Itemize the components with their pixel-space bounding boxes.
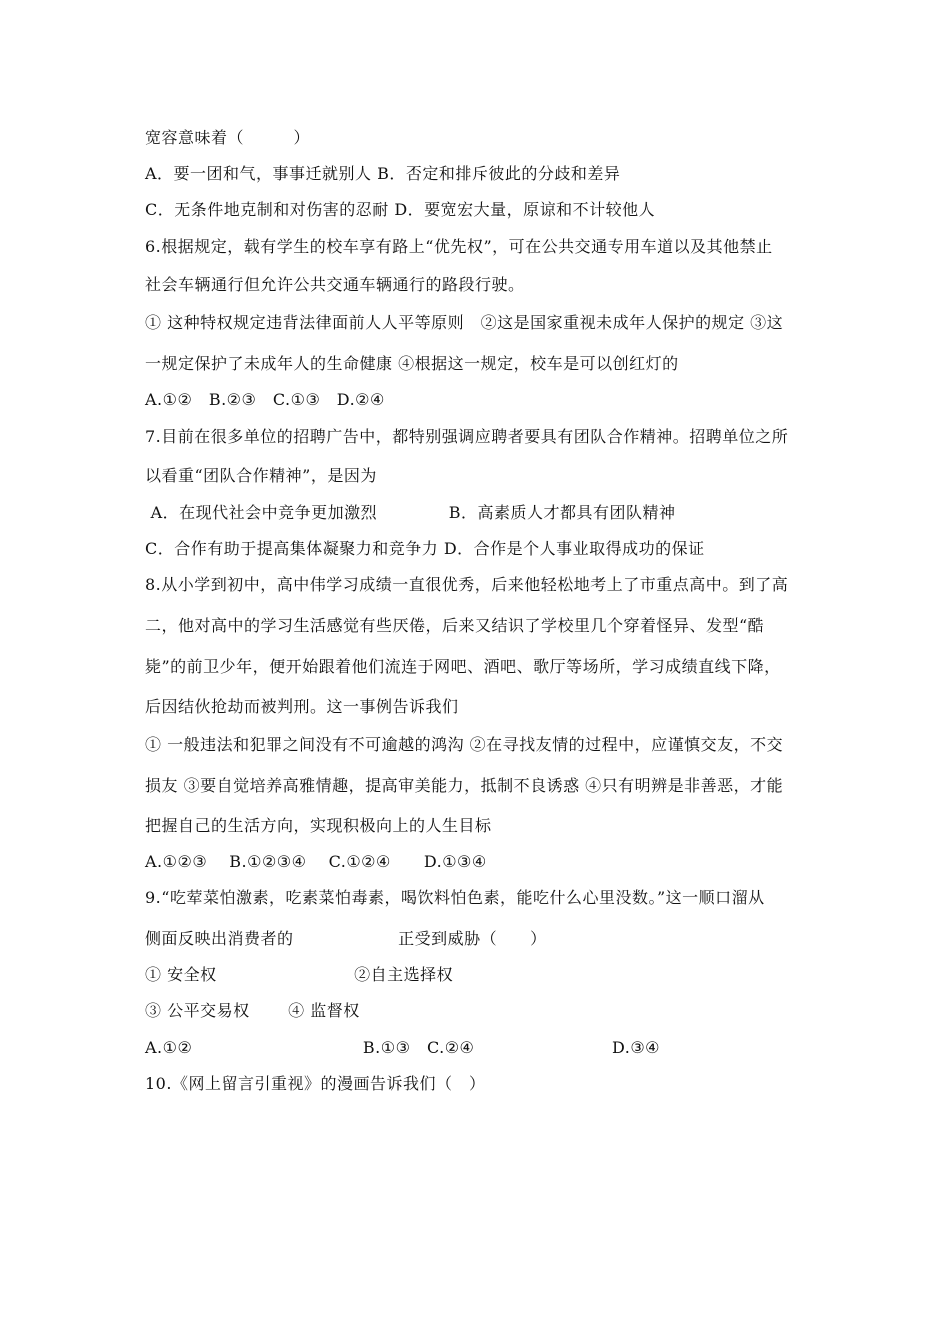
question-9-options: A.①② B.①③ C.②④ D.③④ <box>145 1038 661 1057</box>
question-8-stem-cont-1: 二，他对高中的学习生活感觉有些厌倦，后来又结识了学校里几个穿着怪异、发型“酷 <box>145 616 765 635</box>
question-9-statements-34: ③ 公平交易权 ④ 监督权 <box>145 1001 360 1020</box>
question-8-statements: ① 一般违法和犯罪之间没有不可逾越的鸿沟 ②在寻找友情的过程中，应谨慎交友，不交 <box>145 735 784 754</box>
question-9-stem-cont: 侧面反映出消费者的 正受到威胁（ ） <box>145 929 547 948</box>
question-5-options-ab: A．要一团和气，事事迁就别人 B．否定和排斥彼此的分歧和差异 <box>145 164 621 183</box>
question-5-options-cd: C．无条件地克制和对伤害的忍耐 D．要宽宏大量，原谅和不计较他人 <box>145 200 656 219</box>
question-8-statements-cont-2: 把握自己的生活方向，实现积极向上的人生目标 <box>145 816 492 835</box>
question-6-statements: ① 这种特权规定违背法律面前人人平等原则 ②这是国家重视未成年人保护的规定 ③这 <box>145 313 784 332</box>
question-8-stem-cont-2: 毙”的前卫少年，便开始跟着他们流连于网吧、酒吧、歌厅等场所，学习成绩直线下降， <box>145 657 781 676</box>
question-7-stem: 7.目前在很多单位的招聘广告中，都特别强调应聘者要具有团队合作精神。招聘单位之所 <box>145 427 789 446</box>
question-10-stem: 10.《网上留言引重视》的漫画告诉我们（ ） <box>145 1074 486 1093</box>
question-9-statements-12: ① 安全权 ②自主选择权 <box>145 965 454 984</box>
question-7-options-ab: A．在现代社会中竞争更加激烈 B．高素质人才都具有团队精神 <box>145 503 676 522</box>
question-8-stem: 8.从小学到初中，高中伟学习成绩一直很优秀，后来他轻松地考上了市重点高中。到了高 <box>145 575 789 594</box>
question-7-options-cd: C．合作有助于提高集体凝聚力和竞争力 D．合作是个人事业取得成功的保证 <box>145 539 705 558</box>
question-6-options: A.①② B.②③ C.①③ D.②④ <box>145 390 385 409</box>
question-6-stem: 6.根据规定，载有学生的校车享有路上“优先权”，可在公共交通专用车道以及其他禁止 <box>145 237 773 256</box>
question-8-stem-cont-3: 后因结伙抢劫而被判刑。这一事例告诉我们 <box>145 697 459 716</box>
question-6-stem-cont: 社会车辆通行但允许公共交通车辆通行的路段行驶。 <box>145 275 525 294</box>
question-8-options: A.①②③ B.①②③④ C.①②④ D.①③④ <box>145 852 487 871</box>
question-6-statements-cont: 一规定保护了未成年人的生命健康 ④根据这一规定，校车是可以创红灯的 <box>145 354 679 373</box>
question-9-stem: 9.“吃荤菜怕激素，吃素菜怕毒素，喝饮料怕色素，能吃什么心里没数。”这一顺口溜从 <box>145 888 765 907</box>
question-5-stem: 宽容意味着（ ） <box>145 128 311 147</box>
question-8-statements-cont-1: 损友 ③要自觉培养高雅情趣，提高审美能力，抵制不良诱惑 ④只有明辨是非善恶，才能 <box>145 776 784 795</box>
question-7-stem-cont: 以看重“团队合作精神”，是因为 <box>145 466 377 485</box>
